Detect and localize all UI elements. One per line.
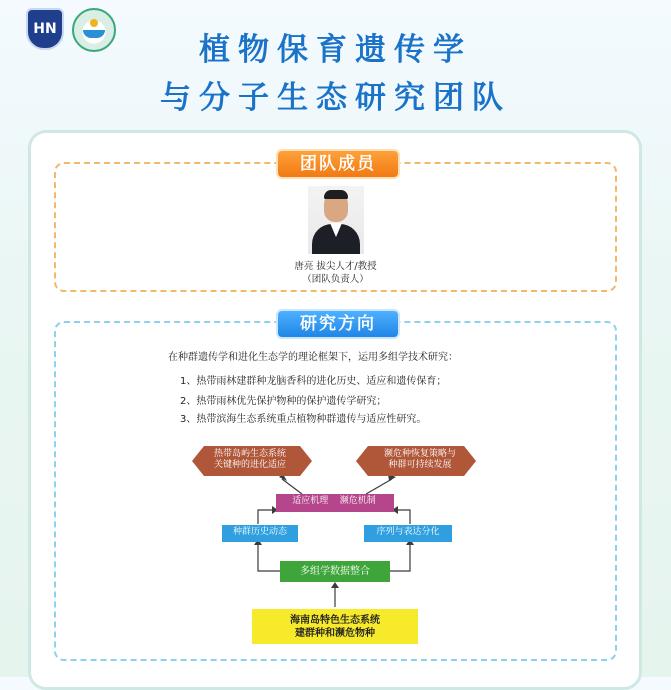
base-label-line1: 海南岛特色生态系统 — [290, 615, 380, 626]
mechanism-label: 适应机理 濒危机制 — [292, 496, 376, 506]
arrow-mechanism-to-left — [282, 479, 302, 494]
hex-right-line1: 濒危种恢复策略与 — [383, 449, 456, 459]
research-heading: 研究方向 — [276, 309, 400, 339]
page-title-line1: 植物保育遗传学 — [199, 32, 472, 68]
hex-right-label — [360, 449, 480, 471]
hex-left-label — [190, 449, 310, 471]
members-heading: 团队成员 — [276, 149, 400, 179]
sequence-label: 序列与表达分化 — [376, 527, 440, 537]
arrow-mechanism-to-right — [366, 479, 392, 494]
arrow-omics-to-sequence — [390, 541, 410, 571]
history-label: 种群历史动态 — [232, 527, 287, 537]
hex-right-line2: 种群可持续发展 — [388, 460, 452, 470]
member-name: 唐亮 拔尖人才/教授 — [294, 261, 377, 272]
research-item-1: 1、热带雨林建群种龙脑香科的进化历史、适应和遗传保育； — [180, 376, 447, 387]
member-role: （团队负责人） — [302, 274, 369, 285]
arrowhead-omics — [331, 582, 339, 588]
research-item-3: 3、热带滨海生态系统重点植物种群遗传与适应性研究。 — [180, 414, 427, 425]
omics-label: 多组学数据整合 — [300, 566, 370, 577]
research-intro: 在种群遗传学和进化生态学的理论框架下，运用多组学技术研究： — [168, 352, 458, 363]
page-title-line2: 与分子生态研究团队 — [160, 80, 511, 116]
hex-left-line1: 热带岛屿生态系统 — [213, 449, 286, 459]
arrow-omics-to-history — [258, 541, 280, 571]
hex-left-line2: 关键种的进化适应 — [213, 460, 286, 470]
university-logo: HN — [26, 8, 64, 50]
base-label-line2: 建群种和濒危物种 — [295, 628, 375, 639]
research-item-2: 2、热带雨林优先保护物种的保护遗传学研究； — [180, 396, 387, 407]
